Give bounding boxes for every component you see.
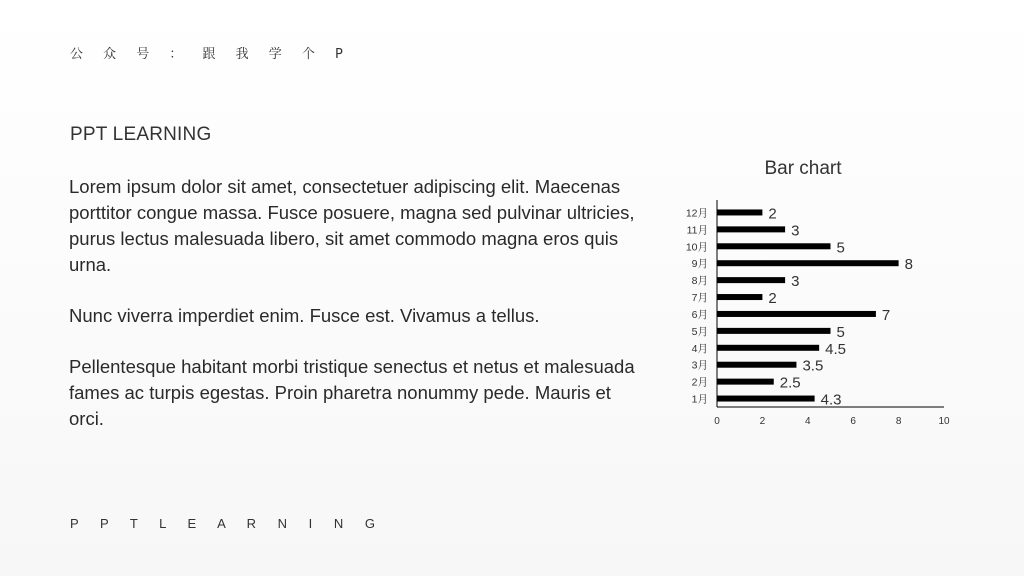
bar (717, 345, 819, 351)
bar (717, 277, 785, 283)
data-label: 2 (768, 290, 777, 308)
content-heading: PPT LEARNING (70, 124, 212, 145)
bar (717, 311, 876, 317)
category-label: 6月 (691, 308, 708, 321)
data-label: 5 (836, 239, 845, 257)
chart-title: Bar chart (764, 158, 842, 179)
category-label: 11月 (686, 224, 708, 237)
data-label: 5 (836, 323, 845, 341)
category-label: 10月 (685, 241, 708, 254)
x-tick-label: 0 (714, 416, 720, 427)
bar (717, 209, 762, 215)
x-tick-label: 4 (805, 416, 811, 427)
category-label: 9月 (691, 258, 708, 271)
bar (717, 294, 762, 300)
bottom-tag: P P T L E A R N I N G (70, 516, 385, 531)
paragraph-3: Pellentesque habitant morbi tristique senectus et netus et malesuada fames ac turpis egestas. Proin pharetra nonummy pede. Mauris et orci. (69, 356, 635, 429)
top-tag: 公 众 号 ： 跟 我 学 个 P (70, 47, 351, 62)
category-label: 1月 (691, 393, 708, 406)
paragraph-1: Lorem ipsum dolor sit amet, consectetuer adipiscing elit. Maecenas porttitor congue massa. Fusce posuere, magna sed pulvinar ultricies, purus lectus malesuada libero, sit amet commodo magna eros quis urna. (69, 176, 635, 275)
body-text (69, 174, 649, 457)
bar (717, 396, 815, 402)
category-label: 12月 (685, 207, 708, 220)
category-label: 8月 (691, 275, 708, 288)
data-label: 2 (768, 205, 777, 223)
bar (717, 260, 899, 266)
data-label: 2.5 (779, 374, 801, 392)
category-label: 2月 (691, 376, 708, 389)
category-label: 3月 (691, 359, 708, 372)
x-tick-label: 2 (759, 416, 766, 427)
data-label: 3 (791, 273, 800, 291)
data-label: 8 (904, 256, 913, 274)
category-label: 5月 (691, 325, 708, 338)
x-tick-label: 8 (895, 416, 902, 427)
bar-chart (660, 195, 970, 440)
category-label: 4月 (691, 342, 708, 355)
bar (717, 328, 831, 334)
x-tick-label: 6 (850, 416, 856, 427)
data-label: 4.5 (825, 340, 847, 358)
data-label: 3 (791, 222, 800, 240)
x-tick-label: 10 (938, 416, 950, 427)
data-label: 7 (881, 306, 891, 324)
data-label: 3.5 (802, 357, 824, 375)
category-label: 7月 (691, 292, 708, 305)
bar (717, 362, 796, 368)
bar (717, 243, 831, 249)
bar (717, 379, 774, 385)
data-label: 4.3 (820, 391, 842, 409)
paragraph-2: Nunc viverra imperdiet enim. Fusce est. Vivamus a tellus. (69, 305, 540, 326)
bar (717, 226, 785, 232)
